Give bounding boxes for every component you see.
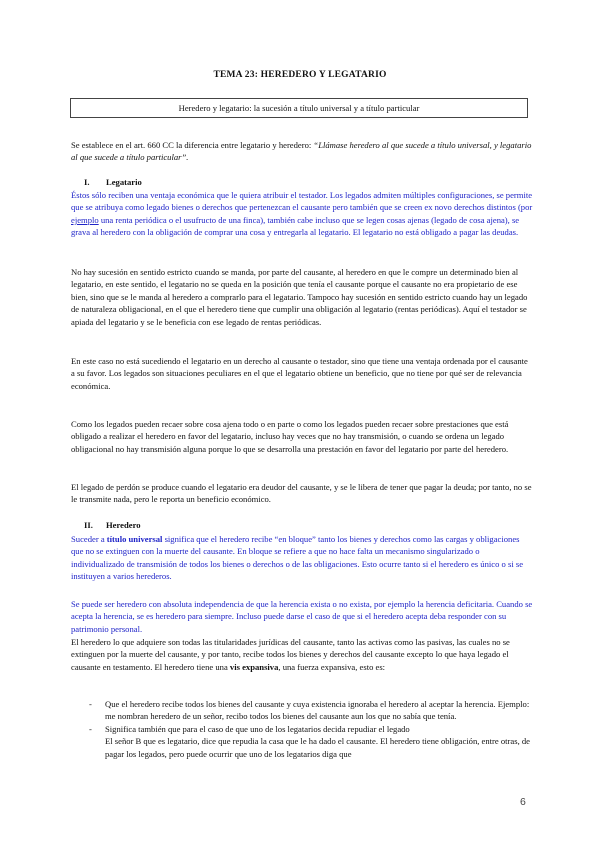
legatario-paragraph-3: En este caso no está sucediendo el legatario en un derecho al causante o testador, sino que tiene una ventaja ordenada por el causante a su favor. Los legados son situaciones peculiares en el que el legatario obtiene un beneficio, que no tiene por qué ser de relevancia económica. bbox=[71, 356, 528, 391]
dash-bullet: - bbox=[89, 723, 92, 734]
list-item-text: Que el heredero recibe todos los bienes del causante y cuya existencia ignoraba el heredero al aceptar la herencia. Ejemplo: me nombran heredero de un señor, recibo todos los bienes del causante aun los que no sabía que tenía. bbox=[105, 699, 530, 722]
paragraph-text: Éstos sólo reciben una ventaja económica que le quiera atribuir el testador. Los legados admiten múltiples configuraciones, se permite que se atribuya como legado bienes o derechos que pertenezcan el causante pero también que se creen ex novo derechos distintos (por bbox=[71, 190, 533, 213]
legatario-blue-paragraph bbox=[71, 189, 533, 239]
boxed-subtitle: Heredero y legatario: la sucesión a título universal y a título particular bbox=[70, 98, 528, 118]
paragraph-text: Suceder a bbox=[71, 534, 107, 544]
intro-text: Se establece en el art. 660 CC la diferencia entre legatario y heredero: bbox=[71, 140, 314, 150]
paragraph-text: , una fuerza expansiva, esto es: bbox=[278, 661, 386, 672]
document-title: TEMA 23: HEREDERO Y LEGATARIO bbox=[213, 70, 387, 80]
heredero-blue-paragraph-1 bbox=[71, 533, 533, 583]
legatario-paragraph-2: No hay sucesión en sentido estricto cuando se manda, por parte del causante, al heredero en que le compre un determinado bien al legatario, en este sentido, el legatario no se queda en la posición que tenía el causante porque el causante no era propietario de ese bien, sino que se le manda al heredero a comprarlo para el legatario. Tampoco hay sucesión en sentido estricto cuando hay un legado de naturaleza obligacional, en el que el heredero tiene que cumplir una obligación al legatario (rentas periódicas). Aquí el testador se apiada del legatario y se le beneficia con ese legado de rentas periódicas. bbox=[71, 267, 528, 327]
section-heredero-heading bbox=[84, 520, 141, 530]
dash-bullet: - bbox=[89, 699, 92, 709]
legatario-paragraph-5: El legado de perdón se produce cuando el legatario era deudor del causante, y se le libera de tener que pagar la deuda; por tanto, no se le transmite nada, pero le reporta un beneficio económico. bbox=[71, 482, 532, 505]
paragraph-text: una renta periódica o el usufructo de una finca), también cabe incluso que se legen cosas ajenas (legado de cosa ajena), se grava al heredero con la obligación de comprar una cosa y entregarla al legatario. El legatario no está obligado a pagar las deudas. bbox=[71, 214, 520, 238]
intro-quote: “Llámase heredero al que sucede a título universal, y legatario al que sucede a título particular”. bbox=[71, 140, 532, 163]
list-item-text-continued: El señor B que es legatario, dice que repudia la casa que le ha dado el causante. El heredero tiene obligación, entre otras, de pagar los legados, pero puede ocurrir que uno de los legatarios diga que bbox=[105, 736, 530, 759]
heredero-bullet-list bbox=[71, 698, 533, 760]
list-item bbox=[71, 723, 533, 760]
underlined-word: ejemplo bbox=[71, 214, 99, 225]
bold-term: título universal bbox=[106, 534, 163, 544]
intro-paragraph bbox=[71, 139, 533, 164]
section-title: Heredero bbox=[106, 520, 141, 530]
legatario-paragraph-4: Como los legados pueden recaer sobre cosa ajena todo o en parte o como los legados pueden recaer sobre prestaciones que está obligado a realizar el heredero en favor del legatario, incluso hay veces que no hay transmisión, o cuando se ordena un legado obligacional no hay transmisión alguna porque lo que se desarrolla una prestación en favor del legatario por parte del heredero. bbox=[71, 419, 509, 454]
paragraph-text: significa que el heredero recibe “en bloque” tanto los bienes y derechos como las cargas y obligaciones que no se extinguen con la muerte del causante. En bloque se refiere a que no hace falta un mecanismo singularizado o individualizado de transmisión de todos los bienes o derechos o de las obligaciones. Esto ocurre tanto si el heredero es único o si se instituyen a varios herederos. bbox=[71, 534, 524, 582]
section-number: I. bbox=[84, 177, 90, 187]
section-legatario-heading bbox=[84, 177, 142, 187]
bold-term: vis expansiva bbox=[229, 661, 279, 672]
list-item-text: Significa también que para el caso de que uno de los legatarios decida repudiar el legado bbox=[105, 723, 410, 734]
heredero-blue-paragraph-2: Se puede ser heredero con absoluta independencia de que la herencia exista o no exista, por ejemplo la herencia deficitaria. Cuando se acepta la herencia, se es heredero para siempre. Incluso puede darse el caso de que si el heredero acepta deba responder con su patrimonio personal. bbox=[71, 599, 533, 634]
section-title: Legatario bbox=[106, 177, 142, 187]
section-number: II. bbox=[84, 520, 93, 530]
list-item bbox=[71, 698, 533, 723]
page-number: 6 bbox=[520, 796, 526, 808]
heredero-paragraph-3 bbox=[71, 636, 533, 673]
paragraph-text: El heredero lo que adquiere son todas las titularidades jurídicas del causante, tanto las activas como las pasivas, las cuales no se extinguen por la muerte del causante, y por tanto, recibe todos los bienes y derechos del causante excepto lo que haya legado el causante en testamento. El heredero tiene una bbox=[71, 637, 510, 672]
